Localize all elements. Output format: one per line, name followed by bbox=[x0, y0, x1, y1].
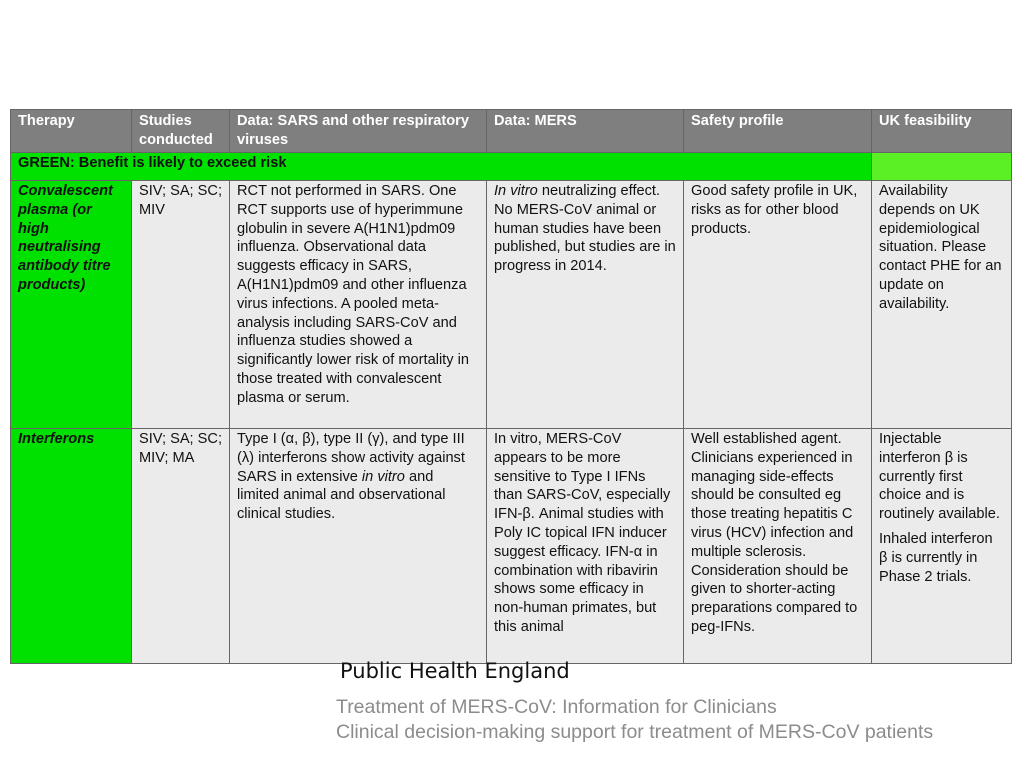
table-header-row bbox=[11, 110, 1012, 153]
table-row bbox=[11, 181, 1012, 429]
safety-profile-cell: Well established agent. Clinicians experienced in managing side-effects should be consulted eg those treating hepatitis C virus (HCV) infection and multiple sclerosis. Consideration should be given to shorter-acting preparations compared to peg-IFNs. bbox=[684, 429, 872, 664]
therapy-interferons: Interferons bbox=[11, 429, 132, 664]
uk-feasibility-inhaled: Inhaled interferon β is currently in Phase 2 trials. bbox=[879, 530, 993, 585]
organisation-name: Public Health England bbox=[340, 659, 570, 683]
sars-data-cell: RCT not performed in SARS. One RCT supports use of hyperimmune globulin in severe A(H1N1)pdm09 influenza. Observational data suggests efficacy in SARS, A(H1N1)pdm09 and other influenza virus infections. A pooled meta-analysis including SARS-CoV and influenza studies showed a significantly lower risk of mortality in those treated with convalescent plasma or serum. bbox=[230, 181, 487, 429]
studies-cell: SIV; SA; SC; MIV bbox=[132, 181, 230, 429]
header-therapy: Therapy bbox=[11, 110, 132, 153]
document-title: Treatment of MERS-CoV: Information for Clinicians bbox=[336, 696, 777, 718]
uk-feasibility-cell bbox=[872, 429, 1012, 664]
uk-feasibility-cell: Availability depends on UK epidemiological situation. Please contact PHE for an update on availability. bbox=[872, 181, 1012, 429]
table-row bbox=[11, 429, 1012, 664]
sars-data-italic: in vitro bbox=[361, 468, 405, 485]
green-category-label: GREEN: Benefit is likely to exceed risk bbox=[11, 153, 872, 181]
header-data-mers: Data: MERS bbox=[487, 110, 684, 153]
uk-feasibility-injectable: Injectable interferon β is currently first choice and is routinely available. bbox=[879, 431, 1000, 523]
sars-data-text-a: Type I (α, β), type II (γ), and type III (λ) interferons show activity against SARS in extensive bbox=[237, 431, 465, 485]
therapy-table bbox=[10, 109, 1012, 664]
mers-data-text: neutralizing effect. No MERS-CoV animal or human studies have been published, but studies are in progress in 2014. bbox=[494, 183, 676, 275]
header-safety-profile: Safety profile bbox=[684, 110, 872, 153]
mers-data-italic: In vitro bbox=[494, 183, 538, 199]
mers-data-cell bbox=[487, 181, 684, 429]
therapy-convalescent-plasma: Convalescent plasma (or high neutralising antibody titre products) bbox=[11, 181, 132, 429]
sars-data-text-b: and limited animal and observational clinical studies. bbox=[237, 468, 446, 523]
safety-profile-cell: Good safety profile in UK, risks as for other blood products. bbox=[684, 181, 872, 429]
green-category-row bbox=[11, 153, 1012, 181]
sars-data-cell bbox=[230, 429, 487, 664]
header-studies-conducted: Studies conducted bbox=[132, 110, 230, 153]
header-uk-feasibility: UK feasibility bbox=[872, 110, 1012, 153]
document-subtitle: Clinical decision-making support for treatment of MERS-CoV patients bbox=[336, 721, 934, 743]
mers-data-cell: In vitro, MERS-CoV appears to be more sensitive to Type I IFNs than SARS-CoV, especially IFN-β. Animal studies with Poly IC topical IFN inducer suggest efficacy. IFN-α in combination with ribavirin shows some efficacy in non-human primates, but this animal bbox=[487, 429, 684, 664]
header-data-sars: Data: SARS and other respiratory viruses bbox=[230, 110, 487, 153]
green-category-filler bbox=[872, 153, 1012, 181]
studies-cell: SIV; SA; SC; MIV; MA bbox=[132, 429, 230, 664]
